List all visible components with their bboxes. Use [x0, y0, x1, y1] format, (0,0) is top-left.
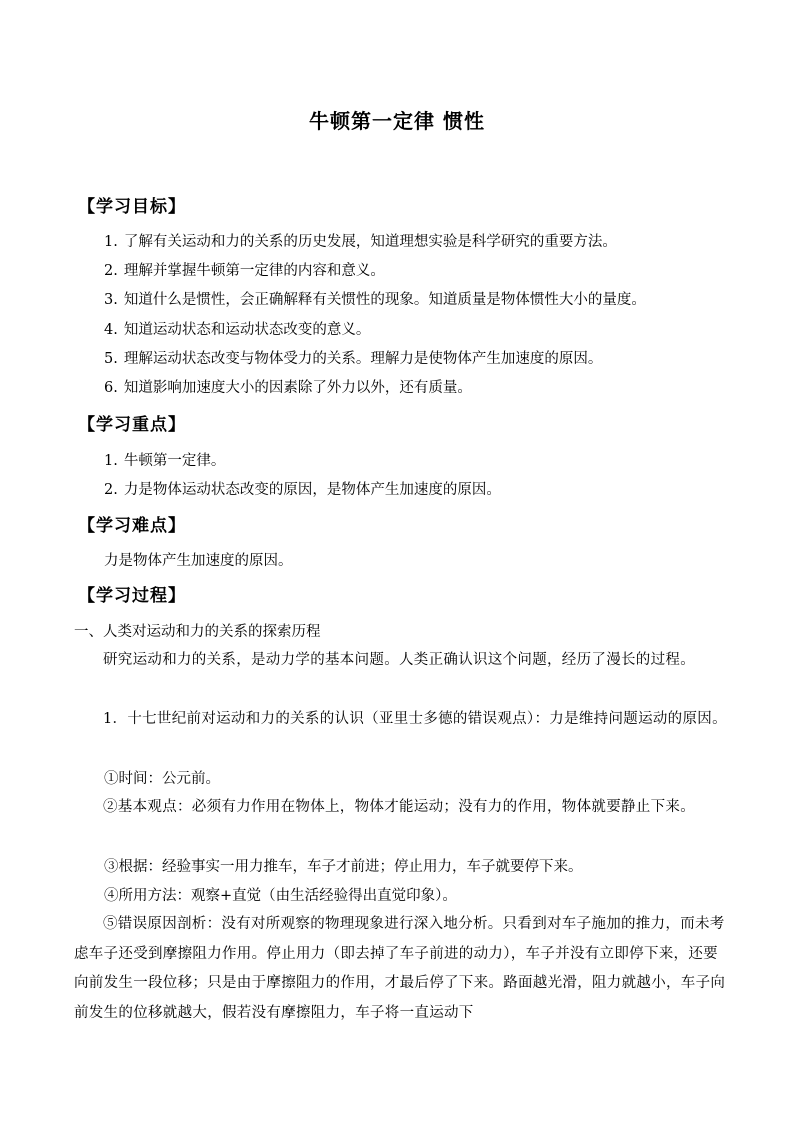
objective-text: 了解有关运动和力的关系的历史发展，知道理想实验是科学研究的重要方法。 [123, 234, 617, 250]
key-point-item [104, 480, 501, 500]
objectives-heading: 【学习目标】 [78, 197, 186, 217]
process-subheading: 一、人类对运动和力的关系的探索历程 [74, 624, 321, 640]
objective-text: 理解运动状态改变与物体受力的关系。理解力是使物体产生加速度的原因。 [123, 351, 603, 367]
key-point-item [104, 451, 225, 471]
key-point-number: 1. [104, 453, 118, 469]
objective-number: 3. [104, 292, 118, 308]
key-points-heading: 【学习重点】 [78, 415, 186, 435]
objective-item [104, 290, 646, 310]
objective-number: 2. [104, 263, 118, 279]
difficulty-text: 力是物体产生加速度的原因。 [104, 553, 293, 569]
process-analysis: ⑤错误原因剖析：没有对所观察的物理现象进行深入地分析。只看到对车子施加的推力，而未考虑车子还受到摩擦阻力作用。停止用力（即去掉了车子前进的动力），车子并没有立即停下来，还要向前发生一段位移；只是由于摩擦阻力的作用，才最后停了下来。路面越光滑，阻力就越小，车子向前发生的位移就越大，假若没有摩擦阻力，车子将一直运动下 [74, 916, 726, 1021]
objective-item [104, 320, 370, 340]
objective-text: 理解并掌握牛顿第一定律的内容和意义。 [123, 263, 385, 279]
objective-number: 6. [104, 380, 118, 396]
key-point-text: 力是物体运动状态改变的原因，是物体产生加速度的原因。 [123, 482, 501, 498]
objective-text: 知道什么是惯性，会正确解释有关惯性的现象。知道质量是物体惯性大小的量度。 [123, 292, 646, 308]
process-time: ①时间：公元前。 [104, 771, 220, 787]
objective-number: 5. [104, 351, 118, 367]
objective-text: 知道影响加速度大小的因素除了外力以外，还有质量。 [123, 380, 472, 396]
objective-number: 4. [104, 322, 118, 338]
key-point-number: 2. [104, 482, 118, 498]
objective-number: 1. [104, 234, 118, 250]
key-point-text: 牛顿第一定律。 [123, 453, 226, 469]
objective-item [104, 232, 617, 252]
process-point-1: 1．十七世纪前对运动和力的关系的认识（亚里士多德的错误观点）：力是维持问题运动的原因。 [103, 711, 727, 727]
process-basis: ③根据：经验事实一用力推车，车子才前进；停止用力，车子就要停下来。 [104, 859, 583, 875]
objective-text: 知道运动状态和运动状态改变的意义。 [123, 322, 371, 338]
process-intro: 研究运动和力的关系，是动力学的基本问题。人类正确认识这个问题，经历了漫长的过程。 [103, 652, 695, 668]
process-view: ②基本观点：必须有力作用在物体上，物体才能运动；没有力的作用，物体就要静止下来。 [103, 799, 695, 815]
process-method: ④所用方法：观察+直觉（由生活经验得出直觉印象）。 [104, 888, 457, 904]
objective-item [104, 349, 602, 369]
difficulties-heading: 【学习难点】 [78, 516, 186, 536]
objective-item [104, 378, 472, 398]
document-title: 牛顿第一定律 惯性 [309, 109, 485, 133]
process-heading: 【学习过程】 [78, 586, 186, 606]
objective-item [104, 261, 385, 281]
